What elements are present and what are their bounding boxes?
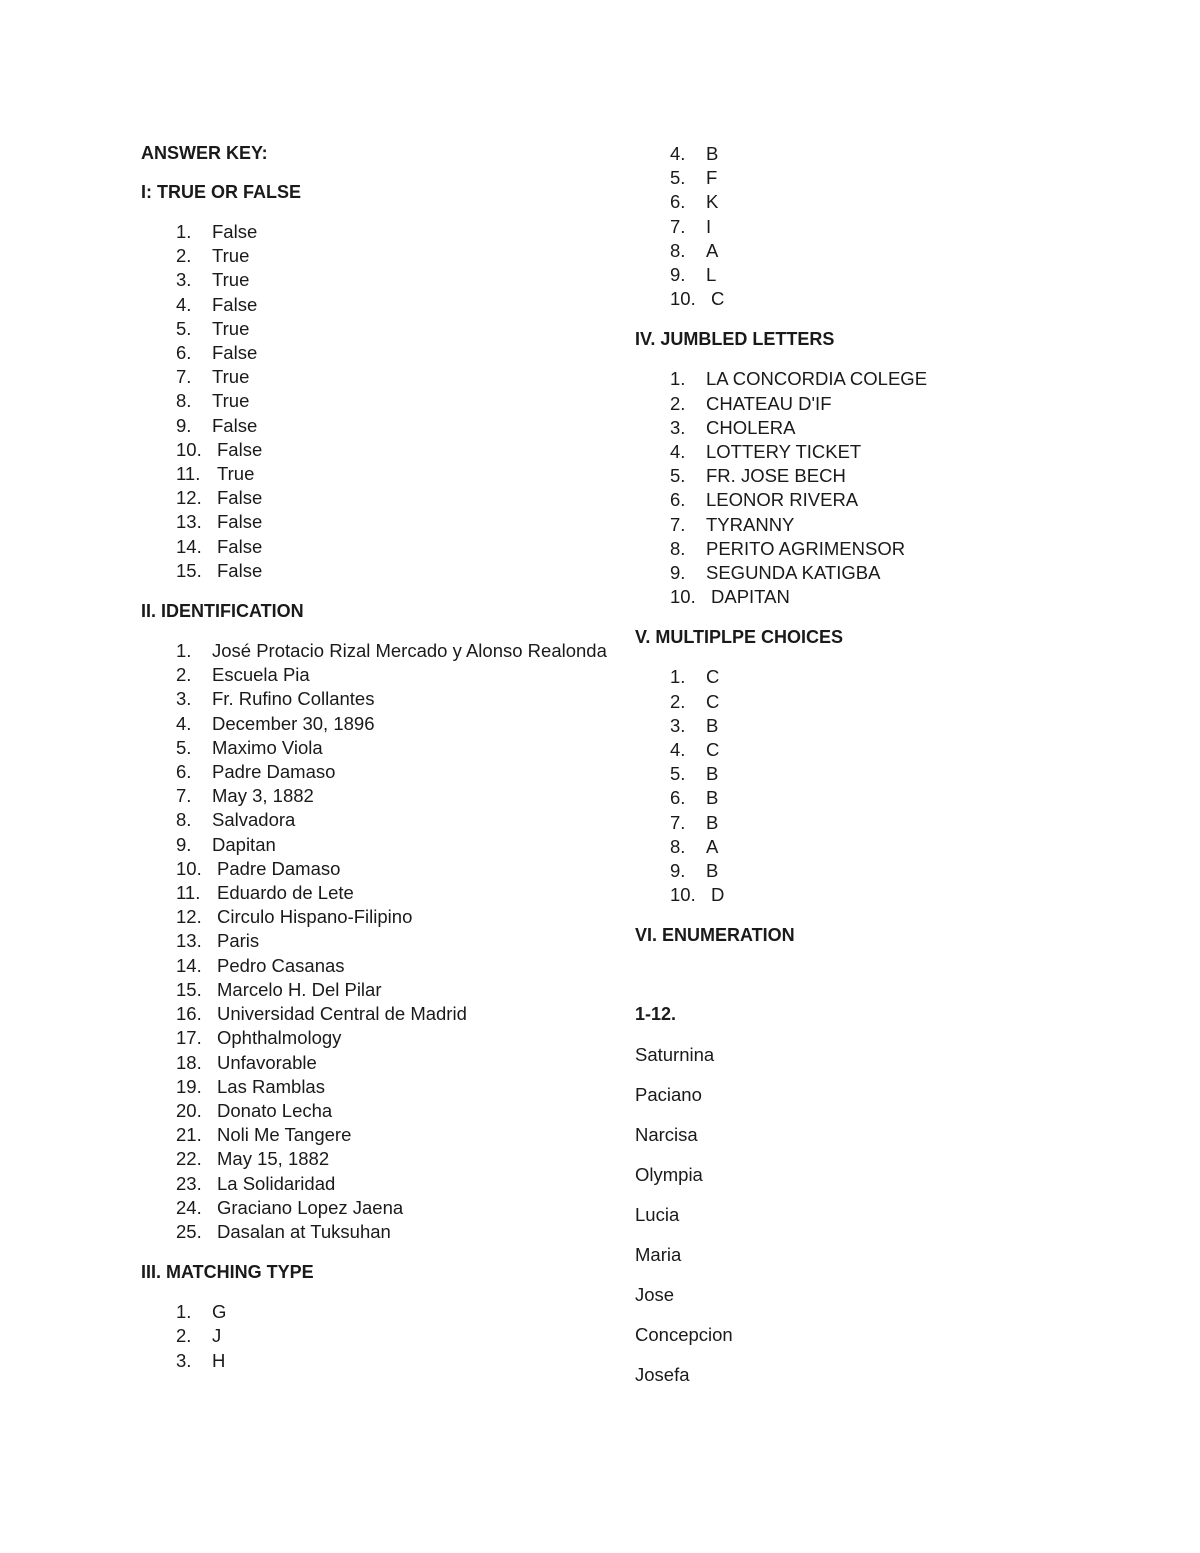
item-number: 13. [176, 511, 202, 533]
list-item [141, 341, 611, 365]
item-number: 4. [670, 739, 686, 761]
item-number: 2. [176, 664, 192, 686]
item-answer: Padre Damaso [212, 761, 336, 783]
item-answer: Pedro Casanas [217, 954, 345, 976]
item-number: 1. [176, 640, 192, 662]
item-answer: Fr. Rufino Collantes [212, 688, 375, 710]
item-number: 15. [176, 559, 202, 581]
item-number: 10. [176, 857, 202, 879]
list-item [141, 712, 611, 736]
list-item [141, 535, 611, 559]
item-answer: A [706, 835, 719, 857]
list-item [635, 738, 1095, 762]
item-answer: Noli Me Tangere [217, 1124, 352, 1146]
section-heading-matching-type: III. MATCHING TYPE [141, 1262, 314, 1283]
item-number: 9. [176, 414, 192, 436]
enumeration-names [635, 1043, 1095, 1387]
item-answer: Ophthalmology [217, 1027, 342, 1049]
enumeration-item: Paciano [635, 1084, 702, 1106]
item-answer: G [212, 1301, 227, 1323]
item-answer: Eduardo de Lete [217, 882, 354, 904]
item-number: 22. [176, 1148, 202, 1170]
item-answer: PERITO AGRIMENSOR [706, 537, 906, 559]
item-answer: Escuela Pia [212, 664, 310, 686]
list-item [141, 244, 611, 268]
list-item [141, 881, 611, 905]
item-answer: Paris [217, 930, 260, 952]
item-answer: José Protacio Rizal Mercado y Alonso Realonda [212, 640, 607, 662]
item-number: 3. [670, 714, 686, 736]
item-number: 5. [176, 736, 192, 758]
list-item [141, 687, 611, 711]
enumeration-range: 1-12. [635, 1004, 677, 1025]
item-answer: D [711, 884, 725, 906]
item-number: 1. [670, 368, 686, 390]
list-item [635, 488, 1095, 512]
item-answer: C [706, 690, 720, 712]
section-heading-enumeration: VI. ENUMERATION [635, 925, 795, 946]
list-item [635, 714, 1095, 738]
item-number: 7. [670, 513, 686, 535]
item-answer: True [212, 269, 250, 291]
item-answer: Padre Damaso [217, 857, 341, 879]
list-item [635, 883, 1095, 907]
list-item [141, 486, 611, 510]
item-answer: Universidad Central de Madrid [217, 1003, 467, 1025]
item-answer: False [212, 414, 258, 436]
item-answer: B [706, 143, 719, 164]
item-answer: Dasalan at Tuksuhan [217, 1220, 391, 1242]
list-item [635, 287, 1095, 311]
item-answer: SEGUNDA KATIGBA [706, 562, 881, 584]
item-number: 2. [670, 690, 686, 712]
list-item [141, 1002, 611, 1026]
item-answer: Las Ramblas [217, 1075, 325, 1097]
item-answer: True [212, 390, 250, 412]
item-answer: Dapitan [212, 833, 276, 855]
item-answer: B [706, 714, 719, 736]
item-number: 3. [670, 416, 686, 438]
enumeration-item: Concepcion [635, 1324, 733, 1346]
item-answer: C [706, 739, 720, 761]
item-number: 5. [670, 763, 686, 785]
item-answer: May 3, 1882 [212, 785, 314, 807]
item-answer: False [212, 293, 258, 315]
list-item [141, 559, 611, 583]
item-number: 11. [176, 463, 201, 485]
list-item [141, 220, 611, 244]
item-number: 17. [176, 1027, 202, 1049]
list-item [635, 142, 1095, 166]
item-answer: LA CONCORDIA COLEGE [706, 368, 928, 390]
list-item [141, 1349, 611, 1373]
item-answer: C [711, 288, 725, 310]
item-answer: False [217, 559, 263, 581]
item-number: 1. [176, 221, 192, 242]
matching-type-list-part-2 [635, 142, 1095, 311]
item-answer: I [706, 215, 712, 237]
list-item [635, 239, 1095, 263]
list-item [141, 389, 611, 413]
list-item [141, 1147, 611, 1171]
item-number: 10. [670, 586, 696, 608]
item-number: 7. [176, 366, 192, 388]
item-answer: Salvadora [212, 809, 296, 831]
item-answer: TYRANNY [706, 513, 795, 535]
true-or-false-list [141, 220, 611, 583]
item-number: 5. [176, 317, 192, 339]
item-number: 1. [670, 666, 686, 688]
list-item [141, 438, 611, 462]
list-item [635, 513, 1095, 537]
list-item [635, 367, 1095, 391]
item-number: 18. [176, 1051, 202, 1073]
list-item [141, 1324, 611, 1348]
list-item [141, 857, 611, 881]
item-number: 14. [176, 535, 202, 557]
section-heading-true-or-false: I: TRUE OR FALSE [141, 182, 302, 202]
item-number: 20. [176, 1099, 202, 1121]
item-answer: C [706, 666, 720, 688]
item-answer: Circulo Hispano-Filipino [217, 906, 413, 928]
item-answer: L [706, 264, 717, 286]
item-answer: False [212, 342, 258, 364]
item-answer: True [212, 245, 250, 267]
item-answer: May 15, 1882 [217, 1148, 330, 1170]
item-number: 23. [176, 1172, 202, 1194]
item-number: 6. [670, 191, 686, 213]
item-number: 3. [176, 269, 192, 291]
item-number: 9. [670, 860, 686, 882]
list-item [635, 392, 1095, 416]
list-item [635, 835, 1095, 859]
list-item [635, 440, 1095, 464]
item-answer: H [212, 1349, 226, 1371]
enumeration-item: Jose [635, 1284, 675, 1306]
list-item [635, 690, 1095, 714]
item-answer: J [212, 1325, 222, 1347]
item-number: 7. [176, 785, 192, 807]
item-number: 4. [670, 143, 686, 164]
item-answer: False [217, 511, 263, 533]
item-number: 21. [176, 1124, 202, 1146]
item-number: 16. [176, 1003, 202, 1025]
item-number: 10. [670, 884, 696, 906]
list-item [141, 808, 611, 832]
item-number: 6. [670, 489, 686, 511]
item-number: 8. [670, 537, 686, 559]
item-answer: La Solidaridad [217, 1172, 336, 1194]
list-item [141, 1220, 611, 1244]
identification-list [141, 639, 611, 1244]
item-answer: False [212, 221, 258, 242]
list-item [635, 263, 1095, 287]
item-number: 24. [176, 1196, 202, 1218]
item-answer: FR. JOSE BECH [706, 465, 846, 487]
item-number: 5. [670, 465, 686, 487]
list-item [141, 1099, 611, 1123]
item-number: 8. [176, 390, 192, 412]
item-number: 6. [670, 787, 686, 809]
item-answer: Unfavorable [217, 1051, 317, 1073]
item-number: 3. [176, 688, 192, 710]
jumbled-letters-list [635, 367, 1095, 609]
list-item [141, 1026, 611, 1050]
item-answer: F [706, 167, 718, 189]
item-number: 3. [176, 1349, 192, 1371]
enumeration-item: Lucia [635, 1204, 680, 1226]
right-column [635, 142, 1095, 1403]
section-heading-multiple-choices: V. MULTIPLPE CHOICES [635, 627, 844, 648]
item-answer: Marcelo H. Del Pilar [217, 978, 382, 1000]
list-item [141, 663, 611, 687]
list-item [141, 978, 611, 1002]
item-number: 5. [670, 167, 686, 189]
item-number: 15. [176, 978, 202, 1000]
list-item [635, 561, 1095, 585]
item-number: 2. [176, 245, 192, 267]
item-number: 6. [176, 761, 192, 783]
section-heading-jumbled-letters: IV. JUMBLED LETTERS [635, 329, 835, 350]
item-number: 25. [176, 1220, 202, 1242]
item-answer: True [212, 366, 250, 388]
list-item [141, 510, 611, 534]
item-answer: False [217, 535, 263, 557]
matching-type-list-part-1 [141, 1300, 611, 1373]
item-number: 12. [176, 487, 202, 509]
list-item [635, 190, 1095, 214]
list-item [141, 1075, 611, 1099]
list-item [635, 786, 1095, 810]
list-item [141, 736, 611, 760]
enumeration-item: Josefa [635, 1364, 690, 1386]
item-answer: December 30, 1896 [212, 712, 375, 734]
section-heading-identification: II. IDENTIFICATION [141, 601, 304, 622]
item-answer: CHOLERA [706, 416, 796, 438]
item-number: 2. [176, 1325, 192, 1347]
item-answer: A [706, 239, 719, 261]
list-item [141, 1123, 611, 1147]
list-item [635, 537, 1095, 561]
item-number: 8. [670, 835, 686, 857]
list-item [635, 665, 1095, 689]
left-column [141, 142, 611, 1390]
item-number: 10. [176, 438, 202, 460]
item-number: 6. [176, 342, 192, 364]
item-answer: B [706, 811, 719, 833]
item-number: 12. [176, 906, 202, 928]
list-item [141, 1300, 611, 1324]
item-answer: True [217, 463, 255, 485]
item-number: 13. [176, 930, 202, 952]
enumeration-item: Saturnina [635, 1044, 715, 1066]
item-number: 8. [176, 809, 192, 831]
item-answer: LEONOR RIVERA [706, 489, 859, 511]
item-number: 4. [176, 712, 192, 734]
item-answer: False [217, 438, 263, 460]
item-answer: False [217, 487, 263, 509]
list-item [635, 166, 1095, 190]
enumeration-item: Olympia [635, 1164, 703, 1186]
list-item [635, 416, 1095, 440]
list-item [635, 811, 1095, 835]
list-item [141, 833, 611, 857]
item-number: 10. [670, 288, 696, 310]
item-number: 9. [670, 264, 686, 286]
item-number: 7. [670, 215, 686, 237]
list-item [635, 215, 1095, 239]
item-number: 4. [670, 441, 686, 463]
item-answer: Donato Lecha [217, 1099, 333, 1121]
item-answer: True [212, 317, 250, 339]
item-answer: LOTTERY TICKET [706, 441, 862, 463]
list-item [141, 639, 611, 663]
multiple-choices-list [635, 665, 1095, 907]
list-item [635, 762, 1095, 786]
item-answer: Maximo Viola [212, 736, 323, 758]
list-item [141, 268, 611, 292]
item-answer: Graciano Lopez Jaena [217, 1196, 404, 1218]
list-item [141, 1172, 611, 1196]
item-number: 19. [176, 1075, 202, 1097]
item-answer: B [706, 763, 719, 785]
list-item [141, 317, 611, 341]
list-item [141, 462, 611, 486]
enumeration-item: Narcisa [635, 1124, 698, 1146]
enumeration-item: Maria [635, 1244, 682, 1266]
item-answer: B [706, 787, 719, 809]
item-number: 8. [670, 239, 686, 261]
list-item [141, 929, 611, 953]
item-number: 1. [176, 1301, 192, 1323]
item-answer: DAPITAN [711, 586, 790, 608]
list-item [141, 414, 611, 438]
item-number: 9. [670, 562, 686, 584]
item-answer: CHATEAU D'IF [706, 392, 832, 414]
list-item [141, 905, 611, 929]
list-item [635, 464, 1095, 488]
item-answer: B [706, 860, 719, 882]
list-item [141, 1196, 611, 1220]
list-item [635, 585, 1095, 609]
item-number: 9. [176, 833, 192, 855]
page-title: ANSWER KEY: [141, 143, 268, 163]
list-item [635, 859, 1095, 883]
list-item [141, 365, 611, 389]
list-item [141, 760, 611, 784]
list-item [141, 293, 611, 317]
item-number: 11. [176, 882, 201, 904]
item-number: 2. [670, 392, 686, 414]
item-number: 14. [176, 954, 202, 976]
list-item [141, 954, 611, 978]
item-number: 4. [176, 293, 192, 315]
item-answer: K [706, 191, 719, 213]
list-item [141, 784, 611, 808]
list-item [141, 1051, 611, 1075]
item-number: 7. [670, 811, 686, 833]
